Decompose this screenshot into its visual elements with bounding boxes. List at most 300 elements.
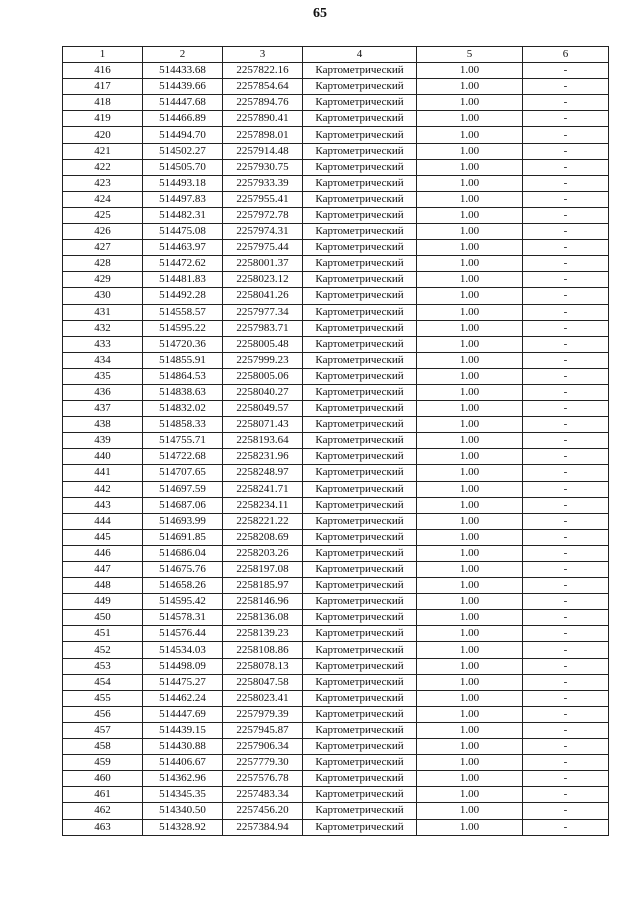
- method-cell: Картометрический: [303, 722, 417, 738]
- x-coordinate-cell: 514576.44: [143, 626, 223, 642]
- table-row: [63, 578, 609, 594]
- column-header: 2: [143, 47, 223, 63]
- note-cell: -: [523, 143, 609, 159]
- note-cell: -: [523, 819, 609, 835]
- table-row: [63, 739, 609, 755]
- accuracy-cell: 1.00: [417, 368, 523, 384]
- y-coordinate-cell: 2257576.78: [223, 771, 303, 787]
- method-cell: Картометрический: [303, 368, 417, 384]
- y-coordinate-cell: 2257930.75: [223, 159, 303, 175]
- y-coordinate-cell: 2258185.97: [223, 578, 303, 594]
- point-number-cell: 428: [63, 256, 143, 272]
- accuracy-cell: 1.00: [417, 626, 523, 642]
- x-coordinate-cell: 514447.69: [143, 706, 223, 722]
- x-coordinate-cell: 514864.53: [143, 368, 223, 384]
- point-number-cell: 445: [63, 529, 143, 545]
- y-coordinate-cell: 2258221.22: [223, 513, 303, 529]
- method-cell: Картометрический: [303, 384, 417, 400]
- method-cell: Картометрический: [303, 594, 417, 610]
- table-row: [63, 787, 609, 803]
- method-cell: Картометрический: [303, 529, 417, 545]
- table-row: [63, 207, 609, 223]
- accuracy-cell: 1.00: [417, 143, 523, 159]
- point-number-cell: 422: [63, 159, 143, 175]
- column-header: 4: [303, 47, 417, 63]
- x-coordinate-cell: 514439.66: [143, 79, 223, 95]
- y-coordinate-cell: 2257779.30: [223, 755, 303, 771]
- method-cell: Картометрический: [303, 143, 417, 159]
- table-row: [63, 401, 609, 417]
- method-cell: Картометрический: [303, 819, 417, 835]
- point-number-cell: 432: [63, 320, 143, 336]
- accuracy-cell: 1.00: [417, 610, 523, 626]
- method-cell: Картометрический: [303, 642, 417, 658]
- y-coordinate-cell: 2258193.64: [223, 433, 303, 449]
- table-row: [63, 545, 609, 561]
- y-coordinate-cell: 2258241.71: [223, 481, 303, 497]
- y-coordinate-cell: 2258136.08: [223, 610, 303, 626]
- column-header: 3: [223, 47, 303, 63]
- y-coordinate-cell: 2258040.27: [223, 384, 303, 400]
- point-number-cell: 447: [63, 562, 143, 578]
- accuracy-cell: 1.00: [417, 481, 523, 497]
- y-coordinate-cell: 2258047.58: [223, 674, 303, 690]
- method-cell: Картометрический: [303, 755, 417, 771]
- accuracy-cell: 1.00: [417, 304, 523, 320]
- method-cell: Картометрический: [303, 111, 417, 127]
- note-cell: -: [523, 175, 609, 191]
- method-cell: Картометрический: [303, 272, 417, 288]
- note-cell: -: [523, 545, 609, 561]
- table-row: [63, 191, 609, 207]
- point-number-cell: 449: [63, 594, 143, 610]
- y-coordinate-cell: 2258231.96: [223, 449, 303, 465]
- method-cell: Картометрический: [303, 513, 417, 529]
- method-cell: Картометрический: [303, 626, 417, 642]
- method-cell: Картометрический: [303, 336, 417, 352]
- note-cell: -: [523, 513, 609, 529]
- note-cell: -: [523, 529, 609, 545]
- method-cell: Картометрический: [303, 481, 417, 497]
- method-cell: Картометрический: [303, 449, 417, 465]
- y-coordinate-cell: 2257906.34: [223, 739, 303, 755]
- point-number-cell: 462: [63, 803, 143, 819]
- method-cell: Картометрический: [303, 417, 417, 433]
- accuracy-cell: 1.00: [417, 433, 523, 449]
- point-number-cell: 459: [63, 755, 143, 771]
- table-row: [63, 320, 609, 336]
- point-number-cell: 421: [63, 143, 143, 159]
- method-cell: Картометрический: [303, 224, 417, 240]
- point-number-cell: 426: [63, 224, 143, 240]
- x-coordinate-cell: 514858.33: [143, 417, 223, 433]
- point-number-cell: 457: [63, 722, 143, 738]
- note-cell: -: [523, 368, 609, 384]
- method-cell: Картометрический: [303, 610, 417, 626]
- y-coordinate-cell: 2257456.20: [223, 803, 303, 819]
- x-coordinate-cell: 514475.27: [143, 674, 223, 690]
- table-row: [63, 256, 609, 272]
- y-coordinate-cell: 2258139.23: [223, 626, 303, 642]
- point-number-cell: 430: [63, 288, 143, 304]
- point-number-cell: 460: [63, 771, 143, 787]
- point-number-cell: 433: [63, 336, 143, 352]
- point-number-cell: 440: [63, 449, 143, 465]
- y-coordinate-cell: 2258005.48: [223, 336, 303, 352]
- x-coordinate-cell: 514595.22: [143, 320, 223, 336]
- table-row: [63, 79, 609, 95]
- note-cell: -: [523, 610, 609, 626]
- x-coordinate-cell: 514462.24: [143, 690, 223, 706]
- note-cell: -: [523, 690, 609, 706]
- method-cell: Картометрический: [303, 95, 417, 111]
- page-number: 65: [313, 6, 327, 21]
- point-number-cell: 425: [63, 207, 143, 223]
- note-cell: -: [523, 256, 609, 272]
- y-coordinate-cell: 2258203.26: [223, 545, 303, 561]
- y-coordinate-cell: 2257890.41: [223, 111, 303, 127]
- method-cell: Картометрический: [303, 127, 417, 143]
- x-coordinate-cell: 514482.31: [143, 207, 223, 223]
- method-cell: Картометрический: [303, 159, 417, 175]
- point-number-cell: 434: [63, 352, 143, 368]
- table-row: [63, 63, 609, 79]
- accuracy-cell: 1.00: [417, 288, 523, 304]
- note-cell: -: [523, 401, 609, 417]
- table-row: [63, 481, 609, 497]
- point-number-cell: 420: [63, 127, 143, 143]
- note-cell: -: [523, 674, 609, 690]
- accuracy-cell: 1.00: [417, 594, 523, 610]
- table-row: [63, 368, 609, 384]
- x-coordinate-cell: 514838.63: [143, 384, 223, 400]
- x-coordinate-cell: 514855.91: [143, 352, 223, 368]
- table-row: [63, 175, 609, 191]
- x-coordinate-cell: 514707.65: [143, 465, 223, 481]
- table-row: [63, 240, 609, 256]
- y-coordinate-cell: 2257999.23: [223, 352, 303, 368]
- accuracy-cell: 1.00: [417, 320, 523, 336]
- x-coordinate-cell: 514340.50: [143, 803, 223, 819]
- note-cell: -: [523, 336, 609, 352]
- note-cell: -: [523, 272, 609, 288]
- accuracy-cell: 1.00: [417, 642, 523, 658]
- point-number-cell: 443: [63, 497, 143, 513]
- accuracy-cell: 1.00: [417, 819, 523, 835]
- note-cell: -: [523, 79, 609, 95]
- point-number-cell: 451: [63, 626, 143, 642]
- accuracy-cell: 1.00: [417, 417, 523, 433]
- method-cell: Картометрический: [303, 562, 417, 578]
- table-row: [63, 690, 609, 706]
- note-cell: -: [523, 481, 609, 497]
- method-cell: Картометрический: [303, 79, 417, 95]
- table-row: [63, 433, 609, 449]
- accuracy-cell: 1.00: [417, 578, 523, 594]
- table-row: [63, 272, 609, 288]
- note-cell: -: [523, 706, 609, 722]
- table-row: [63, 610, 609, 626]
- point-number-cell: 458: [63, 739, 143, 755]
- x-coordinate-cell: 514658.26: [143, 578, 223, 594]
- point-number-cell: 438: [63, 417, 143, 433]
- accuracy-cell: 1.00: [417, 79, 523, 95]
- x-coordinate-cell: 514463.97: [143, 240, 223, 256]
- x-coordinate-cell: 514686.04: [143, 545, 223, 561]
- x-coordinate-cell: 514497.83: [143, 191, 223, 207]
- point-number-cell: 417: [63, 79, 143, 95]
- x-coordinate-cell: 514447.68: [143, 95, 223, 111]
- x-coordinate-cell: 514481.83: [143, 272, 223, 288]
- point-number-cell: 429: [63, 272, 143, 288]
- table-row: [63, 771, 609, 787]
- y-coordinate-cell: 2257974.31: [223, 224, 303, 240]
- accuracy-cell: 1.00: [417, 384, 523, 400]
- method-cell: Картометрический: [303, 690, 417, 706]
- note-cell: -: [523, 159, 609, 175]
- point-number-cell: 439: [63, 433, 143, 449]
- table-row: [63, 594, 609, 610]
- accuracy-cell: 1.00: [417, 803, 523, 819]
- y-coordinate-cell: 2257384.94: [223, 819, 303, 835]
- y-coordinate-cell: 2258023.41: [223, 690, 303, 706]
- x-coordinate-cell: 514472.62: [143, 256, 223, 272]
- note-cell: -: [523, 578, 609, 594]
- note-cell: -: [523, 320, 609, 336]
- method-cell: Картометрический: [303, 545, 417, 561]
- y-coordinate-cell: 2258078.13: [223, 658, 303, 674]
- note-cell: -: [523, 722, 609, 738]
- point-number-cell: 424: [63, 191, 143, 207]
- note-cell: -: [523, 739, 609, 755]
- x-coordinate-cell: 514691.85: [143, 529, 223, 545]
- note-cell: -: [523, 803, 609, 819]
- table-row: [63, 288, 609, 304]
- y-coordinate-cell: 2258071.43: [223, 417, 303, 433]
- y-coordinate-cell: 2257822.16: [223, 63, 303, 79]
- accuracy-cell: 1.00: [417, 207, 523, 223]
- accuracy-cell: 1.00: [417, 787, 523, 803]
- accuracy-cell: 1.00: [417, 771, 523, 787]
- header-row: [63, 47, 609, 63]
- method-cell: Картометрический: [303, 674, 417, 690]
- y-coordinate-cell: 2258001.37: [223, 256, 303, 272]
- x-coordinate-cell: 514362.96: [143, 771, 223, 787]
- coordinates-table: [62, 46, 609, 836]
- method-cell: Картометрический: [303, 465, 417, 481]
- method-cell: Картометрический: [303, 803, 417, 819]
- accuracy-cell: 1.00: [417, 529, 523, 545]
- point-number-cell: 423: [63, 175, 143, 191]
- table-row: [63, 513, 609, 529]
- note-cell: -: [523, 449, 609, 465]
- accuracy-cell: 1.00: [417, 755, 523, 771]
- x-coordinate-cell: 514534.03: [143, 642, 223, 658]
- column-header: 1: [63, 47, 143, 63]
- point-number-cell: 455: [63, 690, 143, 706]
- x-coordinate-cell: 514697.59: [143, 481, 223, 497]
- point-number-cell: 453: [63, 658, 143, 674]
- y-coordinate-cell: 2257977.34: [223, 304, 303, 320]
- note-cell: -: [523, 658, 609, 674]
- note-cell: -: [523, 562, 609, 578]
- table-row: [63, 417, 609, 433]
- x-coordinate-cell: 514595.42: [143, 594, 223, 610]
- x-coordinate-cell: 514328.92: [143, 819, 223, 835]
- column-header: 6: [523, 47, 609, 63]
- method-cell: Картометрический: [303, 433, 417, 449]
- y-coordinate-cell: 2257972.78: [223, 207, 303, 223]
- table-row: [63, 497, 609, 513]
- note-cell: -: [523, 127, 609, 143]
- note-cell: -: [523, 497, 609, 513]
- accuracy-cell: 1.00: [417, 272, 523, 288]
- method-cell: Картометрический: [303, 497, 417, 513]
- method-cell: Картометрический: [303, 739, 417, 755]
- note-cell: -: [523, 433, 609, 449]
- y-coordinate-cell: 2258108.86: [223, 642, 303, 658]
- note-cell: -: [523, 642, 609, 658]
- point-number-cell: 437: [63, 401, 143, 417]
- note-cell: -: [523, 755, 609, 771]
- x-coordinate-cell: 514675.76: [143, 562, 223, 578]
- note-cell: -: [523, 594, 609, 610]
- y-coordinate-cell: 2257854.64: [223, 79, 303, 95]
- y-coordinate-cell: 2258234.11: [223, 497, 303, 513]
- note-cell: -: [523, 288, 609, 304]
- point-number-cell: 448: [63, 578, 143, 594]
- accuracy-cell: 1.00: [417, 240, 523, 256]
- method-cell: Картометрический: [303, 256, 417, 272]
- table-row: [63, 803, 609, 819]
- table-row: [63, 722, 609, 738]
- table-row: [63, 819, 609, 835]
- accuracy-cell: 1.00: [417, 159, 523, 175]
- accuracy-cell: 1.00: [417, 336, 523, 352]
- accuracy-cell: 1.00: [417, 175, 523, 191]
- point-number-cell: 444: [63, 513, 143, 529]
- note-cell: -: [523, 352, 609, 368]
- table-row: [63, 111, 609, 127]
- method-cell: Картометрический: [303, 175, 417, 191]
- accuracy-cell: 1.00: [417, 256, 523, 272]
- x-coordinate-cell: 514693.99: [143, 513, 223, 529]
- table-row: [63, 159, 609, 175]
- table-row: [63, 674, 609, 690]
- table-row: [63, 706, 609, 722]
- accuracy-cell: 1.00: [417, 401, 523, 417]
- accuracy-cell: 1.00: [417, 658, 523, 674]
- table-row: [63, 336, 609, 352]
- point-number-cell: 441: [63, 465, 143, 481]
- note-cell: -: [523, 191, 609, 207]
- method-cell: Картометрический: [303, 771, 417, 787]
- note-cell: -: [523, 626, 609, 642]
- point-number-cell: 435: [63, 368, 143, 384]
- table-body: [63, 63, 609, 836]
- table-row: [63, 562, 609, 578]
- table-row: [63, 127, 609, 143]
- y-coordinate-cell: 2257945.87: [223, 722, 303, 738]
- y-coordinate-cell: 2258023.12: [223, 272, 303, 288]
- note-cell: -: [523, 417, 609, 433]
- accuracy-cell: 1.00: [417, 497, 523, 513]
- accuracy-cell: 1.00: [417, 513, 523, 529]
- note-cell: -: [523, 63, 609, 79]
- point-number-cell: 419: [63, 111, 143, 127]
- table-row: [63, 465, 609, 481]
- method-cell: Картометрический: [303, 706, 417, 722]
- x-coordinate-cell: 514755.71: [143, 433, 223, 449]
- method-cell: Картометрический: [303, 240, 417, 256]
- accuracy-cell: 1.00: [417, 722, 523, 738]
- accuracy-cell: 1.00: [417, 352, 523, 368]
- note-cell: -: [523, 771, 609, 787]
- y-coordinate-cell: 2258208.69: [223, 529, 303, 545]
- point-number-cell: 418: [63, 95, 143, 111]
- note-cell: -: [523, 384, 609, 400]
- column-header: 5: [417, 47, 523, 63]
- x-coordinate-cell: 514505.70: [143, 159, 223, 175]
- y-coordinate-cell: 2257955.41: [223, 191, 303, 207]
- point-number-cell: 436: [63, 384, 143, 400]
- accuracy-cell: 1.00: [417, 739, 523, 755]
- x-coordinate-cell: 514430.88: [143, 739, 223, 755]
- accuracy-cell: 1.00: [417, 449, 523, 465]
- y-coordinate-cell: 2257898.01: [223, 127, 303, 143]
- y-coordinate-cell: 2258146.96: [223, 594, 303, 610]
- y-coordinate-cell: 2258049.57: [223, 401, 303, 417]
- accuracy-cell: 1.00: [417, 562, 523, 578]
- accuracy-cell: 1.00: [417, 191, 523, 207]
- y-coordinate-cell: 2258248.97: [223, 465, 303, 481]
- y-coordinate-cell: 2258041.26: [223, 288, 303, 304]
- accuracy-cell: 1.00: [417, 545, 523, 561]
- point-number-cell: 442: [63, 481, 143, 497]
- point-number-cell: 454: [63, 674, 143, 690]
- x-coordinate-cell: 514687.06: [143, 497, 223, 513]
- y-coordinate-cell: 2257894.76: [223, 95, 303, 111]
- method-cell: Картометрический: [303, 352, 417, 368]
- y-coordinate-cell: 2257975.44: [223, 240, 303, 256]
- x-coordinate-cell: 514492.28: [143, 288, 223, 304]
- x-coordinate-cell: 514558.57: [143, 304, 223, 320]
- table-row: [63, 352, 609, 368]
- method-cell: Картометрический: [303, 401, 417, 417]
- x-coordinate-cell: 514406.67: [143, 755, 223, 771]
- point-number-cell: 450: [63, 610, 143, 626]
- method-cell: Картометрический: [303, 578, 417, 594]
- accuracy-cell: 1.00: [417, 95, 523, 111]
- table-row: [63, 143, 609, 159]
- table-row: [63, 224, 609, 240]
- x-coordinate-cell: 514832.02: [143, 401, 223, 417]
- x-coordinate-cell: 514475.08: [143, 224, 223, 240]
- accuracy-cell: 1.00: [417, 706, 523, 722]
- point-number-cell: 431: [63, 304, 143, 320]
- note-cell: -: [523, 787, 609, 803]
- accuracy-cell: 1.00: [417, 224, 523, 240]
- x-coordinate-cell: 514494.70: [143, 127, 223, 143]
- accuracy-cell: 1.00: [417, 465, 523, 481]
- table-row: [63, 642, 609, 658]
- y-coordinate-cell: 2257979.39: [223, 706, 303, 722]
- table-row: [63, 384, 609, 400]
- point-number-cell: 463: [63, 819, 143, 835]
- table-row: [63, 95, 609, 111]
- note-cell: -: [523, 224, 609, 240]
- method-cell: Картометрический: [303, 191, 417, 207]
